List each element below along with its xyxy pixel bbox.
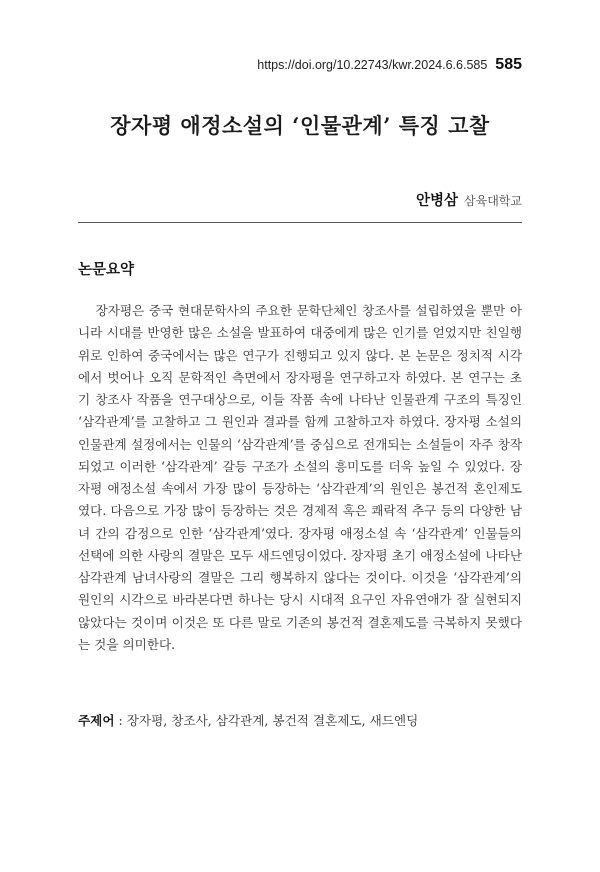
- title-divider: [78, 222, 522, 223]
- keywords-list: 장자평, 창조사, 삼각관계, 봉건적 결혼제도, 새드엔딩: [126, 713, 419, 728]
- keywords-label: 주제어: [78, 713, 115, 728]
- abstract-body: 장자평은 중국 현대문학사의 주요한 문학단체인 창조사를 설립하였을 뿐만 아니라 시대를 반영한 많은 소설을 발표하여 대중에게 많은 인기를 얻었지만 친일행위로 인하여 중국에서는 많은 연구가 진행되고 있지 않다. 본 논문은 정치적 시각에서 벗어나 오직 문학적인 측면에서 장자평을 연구하고자 하였다. 본 연구는 초기 창조사 작품을 연구대상으로, 이들 작품 속에 나타난 인물관계 구조의 특징인 ‘삼각관계’를 고찰하고 그 원인과 결과를 함께 고찰하고자 하였다. 장자평 소설의 인물관계 설정에서는 인물의 ‘삼각관계’를 중심으로 전개되는 소설들이 자주 창작되었고 이러한 ‘삼각관계’ 갈등 구조가 소설의 흥미도를 더욱 높일 수 있었다. 장자평 애정소설 속에서 가장 많이 등장하는 ‘삼각관계’의 원인은 봉건적 혼인제도였다. 다음으로 가장 많이 등장하는 것은 경제적 혹은 쾌락적 추구 등의 다양한 남녀 간의 감정으로 인한 ‘삼각관계’였다. 장자평 애정소설 속 ‘삼각관계’ 인물들의 선택에 의한 사랑의 결말은 모두 새드엔딩이었다. 장자평 초기 애정소설에 나타난 삼각관계 남녀사랑의 결말은 그리 행복하지 않다는 것이다. 이것을 ‘삼각관계’의 원인의 시각으로 바라본다면 하나는 당시 시대적 요구인 자유연애가 잘 실현되지 않았다는 것이며 이것은 또 다른 말로 기존의 봉건적 결혼제도를 극복하지 못했다는 것을 의미한다.: [78, 303, 522, 652]
- page-header: [257, 56, 522, 74]
- abstract-heading: 논문요약: [78, 261, 135, 278]
- author-affiliation: 삼육대학교: [464, 194, 522, 208]
- author-name: 안병삼: [416, 192, 459, 209]
- author-block: [416, 189, 522, 210]
- paper-title: 장자평 애정소설의 ‘인물관계’ 특징 고찰: [110, 113, 490, 138]
- page-number: 585: [495, 56, 522, 73]
- keywords-separator: :: [114, 713, 127, 728]
- doi-link[interactable]: https://doi.org/10.22743/kwr.2024.6.6.585: [257, 58, 488, 72]
- keywords-line: [78, 710, 522, 729]
